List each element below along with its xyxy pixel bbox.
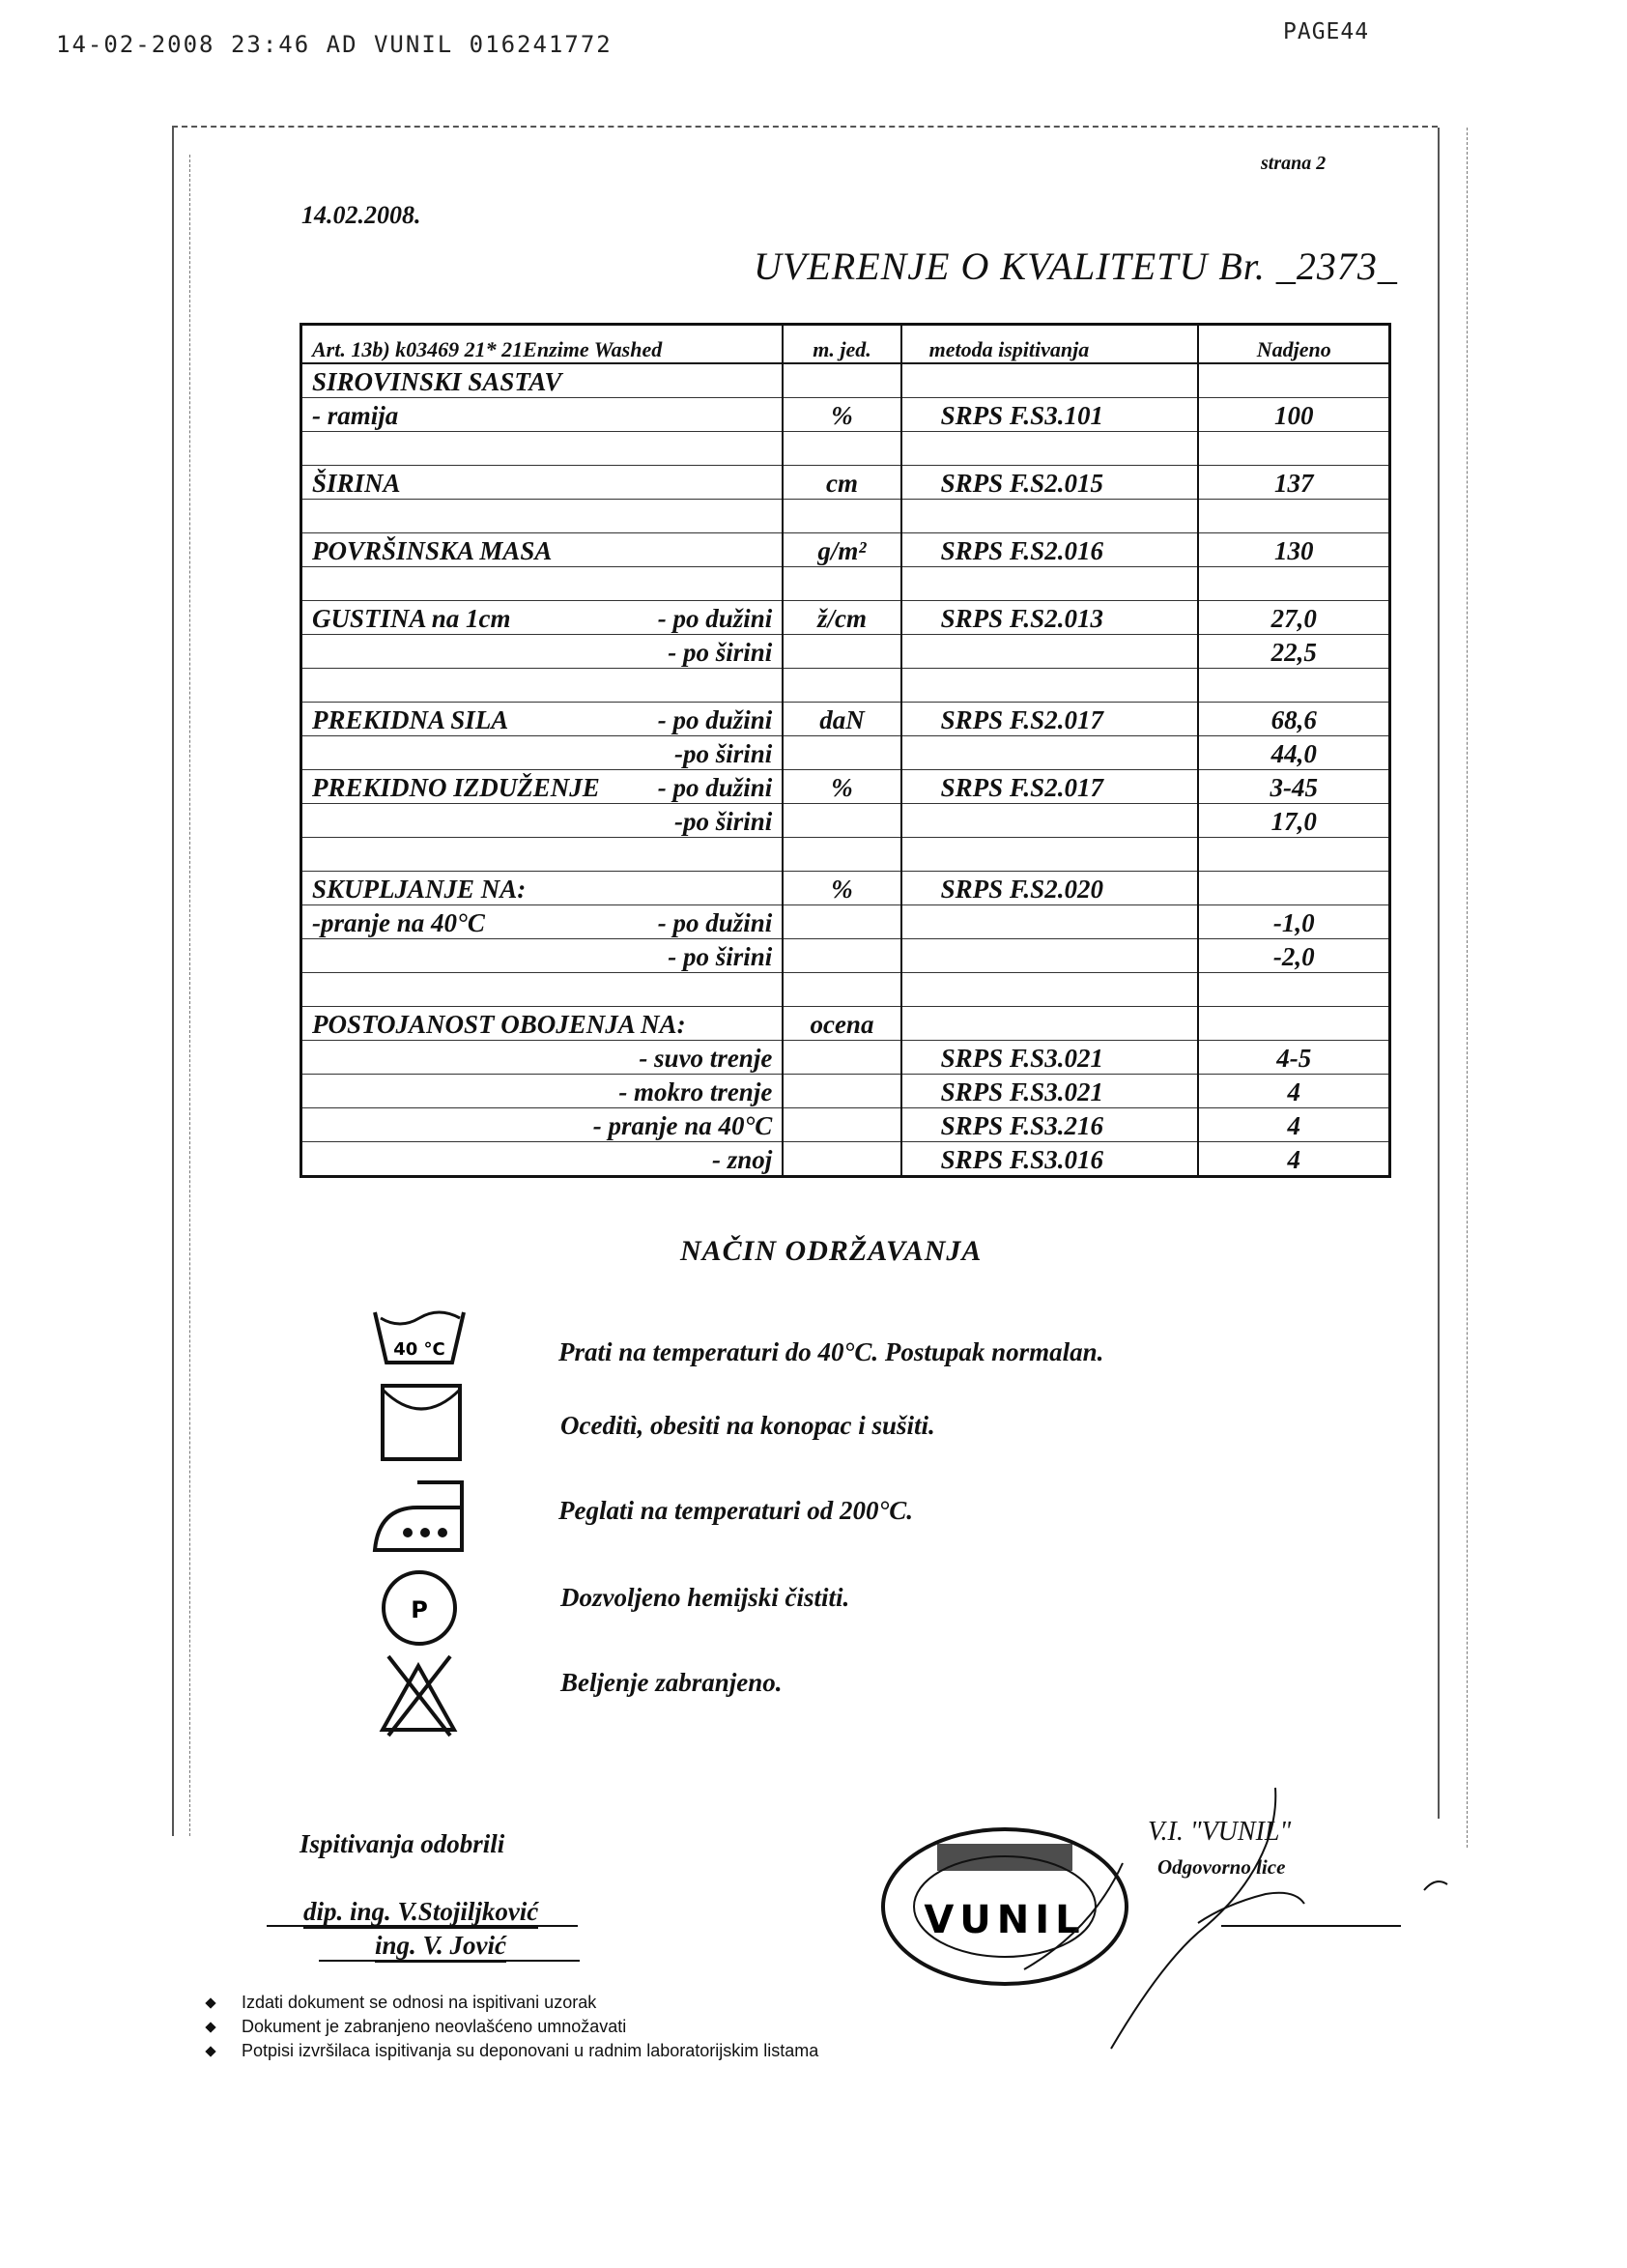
property-cell: [301, 804, 784, 838]
property-cell: [301, 905, 784, 939]
footnote-text: Potpisi izvršilaca ispitivanja su deponovani u radnim laboratorijskim listama: [242, 2041, 819, 2060]
care-text-bleach: Beljenje zabranjeno.: [560, 1668, 783, 1697]
property-cell: [301, 500, 784, 533]
unit-cell: [783, 635, 900, 669]
value-cell: 22,5: [1198, 635, 1389, 669]
table-row: [301, 703, 1390, 736]
unit-cell: [783, 363, 900, 398]
value-cell: 44,0: [1198, 736, 1389, 770]
institute-name: V.I. "VUNIL": [1148, 1817, 1292, 1847]
property-cell: [301, 1075, 784, 1108]
property-sub-label: -po širini: [674, 807, 773, 836]
table-row: [301, 669, 1390, 703]
value-cell: [1198, 363, 1389, 398]
method-cell: SRPS F.S2.016: [901, 533, 1199, 567]
property-cell: [301, 872, 784, 905]
unit-cell: [783, 804, 900, 838]
table-row: [301, 567, 1390, 601]
unit-cell: g/m²: [783, 533, 900, 567]
value-cell: [1198, 973, 1389, 1007]
value-cell: 4-5: [1198, 1041, 1389, 1075]
value-cell: [1198, 1007, 1389, 1041]
property-sub-label: - po širini: [668, 638, 773, 667]
method-cell: [901, 567, 1199, 601]
method-cell: [901, 363, 1199, 398]
footnote-text: Dokument je zabranjeno neovlašćeno umnožavati: [242, 2017, 627, 2036]
unit-cell: ocena: [783, 1007, 900, 1041]
unit-cell: [783, 1075, 900, 1108]
property-cell: [301, 1142, 784, 1177]
footnote-item: [207, 2039, 818, 2063]
property-sub-label: - po dužini: [657, 604, 773, 633]
frame-left-border: [172, 126, 174, 1836]
signature-line-1: [267, 1925, 578, 1927]
table-header-row: [301, 325, 1390, 364]
method-cell: SRPS F.S3.021: [901, 1041, 1199, 1075]
value-cell: 4: [1198, 1142, 1389, 1177]
property-cell: [301, 601, 784, 635]
unit-cell: [783, 736, 900, 770]
property-cell: [301, 939, 784, 973]
table-row: [301, 872, 1390, 905]
table-row: [301, 635, 1390, 669]
bullet-icon: [205, 2047, 215, 2057]
property-cell: [301, 1108, 784, 1142]
value-cell: -2,0: [1198, 939, 1389, 973]
no-bleach-icon: [375, 1651, 462, 1739]
value-cell: [1198, 432, 1389, 466]
table-row: [301, 736, 1390, 770]
method-cell: [901, 432, 1199, 466]
table-row: [301, 1142, 1390, 1177]
header-unit: m. jed.: [783, 325, 900, 364]
property-label: PREKIDNA SILA: [312, 705, 509, 734]
value-cell: [1198, 567, 1389, 601]
care-text-dry: Oceditì, obesiti na konopac i sušiti.: [560, 1411, 935, 1440]
frame-top-border: [172, 126, 1438, 128]
care-text-iron: Peglati na temperaturi od 200°C.: [558, 1496, 914, 1525]
value-cell: 4: [1198, 1075, 1389, 1108]
table-row: [301, 973, 1390, 1007]
property-cell: [301, 770, 784, 804]
unit-cell: [783, 973, 900, 1007]
table-row: [301, 466, 1390, 500]
property-label: - ramija: [312, 401, 399, 430]
method-cell: SRPS F.S2.015: [901, 466, 1199, 500]
method-cell: SRPS F.S2.013: [901, 601, 1199, 635]
value-cell: [1198, 669, 1389, 703]
table-row: [301, 1075, 1390, 1108]
unit-cell: %: [783, 398, 900, 432]
drip-dry-icon: [379, 1382, 466, 1465]
care-title: NAČIN ODRŽAVANJA: [680, 1235, 983, 1267]
table-row: [301, 601, 1390, 635]
wash-40-icon-label: 40 °C: [393, 1339, 445, 1360]
property-cell: [301, 363, 784, 398]
property-cell: [301, 567, 784, 601]
property-label: SIROVINSKI SASTAV: [312, 367, 562, 396]
table-row: [301, 533, 1390, 567]
unit-cell: [783, 669, 900, 703]
property-label: GUSTINA na 1cm: [312, 604, 511, 633]
header-found: Nadjeno: [1198, 325, 1389, 364]
table-row: [301, 398, 1390, 432]
unit-cell: ž/cm: [783, 601, 900, 635]
property-sub-label: - po dužini: [657, 773, 773, 802]
method-cell: SRPS F.S2.017: [901, 703, 1199, 736]
table-row: [301, 500, 1390, 533]
stamp-text: VUNIL: [924, 1898, 1086, 1942]
property-cell: [301, 533, 784, 567]
property-sub-label: -po širini: [674, 739, 773, 768]
bullet-icon: [205, 1998, 215, 2009]
fax-header-left: 14-02-2008 23:46 AD VUNIL 016241772: [56, 31, 613, 58]
method-cell: [901, 736, 1199, 770]
unit-cell: [783, 500, 900, 533]
iron-three-dots-icon: [369, 1475, 468, 1556]
property-cell: [301, 973, 784, 1007]
property-cell: [301, 635, 784, 669]
corner-mark: [1422, 1875, 1451, 1894]
method-cell: [901, 804, 1199, 838]
responsible-person-label: Odgovorno lice: [1157, 1855, 1286, 1879]
method-cell: [901, 500, 1199, 533]
unit-cell: daN: [783, 703, 900, 736]
wash-40-icon: [371, 1305, 468, 1372]
method-cell: SRPS F.S3.021: [901, 1075, 1199, 1108]
unit-cell: [783, 905, 900, 939]
header-method: metoda ispitivanja: [901, 325, 1199, 364]
unit-cell: [783, 939, 900, 973]
property-label: -pranje na 40°C: [312, 908, 485, 937]
document-date: 14.02.2008.: [301, 201, 421, 229]
property-sub-label: - po dužini: [657, 705, 773, 734]
handwritten-signature: [1053, 1778, 1362, 2068]
property-label: ŠIRINA: [312, 469, 401, 498]
method-cell: [901, 838, 1199, 872]
table-row: [301, 1007, 1390, 1041]
property-cell: [301, 736, 784, 770]
property-label: PREKIDNO IZDUŽENJE: [312, 773, 600, 802]
table-row: [301, 770, 1390, 804]
certificate-title: UVERENJE O KVALITETU Br. _2373_: [754, 244, 1398, 288]
value-cell: 17,0: [1198, 804, 1389, 838]
dry-clean-p-icon-label: P: [411, 1596, 428, 1623]
property-cell: [301, 466, 784, 500]
method-cell: SRPS F.S3.101: [901, 398, 1199, 432]
property-label: SKUPLJANJE NA:: [312, 875, 527, 904]
header-article: Art. 13b) k03469 21* 21Enzime Washed: [301, 325, 784, 364]
footnote-item: [207, 2015, 818, 2039]
property-cell: [301, 838, 784, 872]
care-text-wash: Prati na temperaturi do 40°C. Postupak normalan.: [558, 1337, 1104, 1366]
method-cell: SRPS F.S2.017: [901, 770, 1199, 804]
method-cell: [901, 635, 1199, 669]
value-cell: 68,6: [1198, 703, 1389, 736]
value-cell: 100: [1198, 398, 1389, 432]
table-row: [301, 838, 1390, 872]
signature-line-2: [319, 1960, 580, 1962]
value-cell: 3-45: [1198, 770, 1389, 804]
value-cell: 137: [1198, 466, 1389, 500]
page-label: strana 2: [1261, 153, 1327, 174]
signatory-1: dip. ing. V.Stojiljković: [303, 1897, 538, 1929]
method-cell: [901, 669, 1199, 703]
unit-cell: [783, 1108, 900, 1142]
footnotes: [207, 1991, 818, 2063]
unit-cell: [783, 838, 900, 872]
care-text-dryclean: Dozvoljeno hemijski čistiti.: [560, 1583, 850, 1612]
dry-clean-p-icon: [377, 1567, 464, 1649]
property-sub-label: - po širini: [668, 942, 773, 971]
table-row: [301, 905, 1390, 939]
table-row: [301, 939, 1390, 973]
footnote-item: [207, 1991, 818, 2015]
table-row: [301, 1108, 1390, 1142]
property-cell: [301, 1007, 784, 1041]
specification-table: [300, 323, 1391, 1178]
property-cell: [301, 432, 784, 466]
unit-cell: %: [783, 872, 900, 905]
value-cell: 27,0: [1198, 601, 1389, 635]
property-cell: [301, 1041, 784, 1075]
property-sub-label: - mokro trenje: [618, 1077, 773, 1106]
frame-left-inner-border: [189, 155, 190, 1836]
property-sub-label: - suvo trenje: [639, 1044, 773, 1073]
property-label: POSTOJANOST OBOJENJA NA:: [312, 1010, 686, 1039]
frame-right-border: [1438, 128, 1440, 1819]
fax-header-right: PAGE44: [1283, 19, 1370, 44]
value-cell: 4: [1198, 1108, 1389, 1142]
value-cell: [1198, 500, 1389, 533]
table-row: [301, 432, 1390, 466]
property-cell: [301, 669, 784, 703]
footnote-text: Izdati dokument se odnosi na ispitivani uzorak: [242, 1993, 597, 2012]
frame-right-outer-border: [1467, 128, 1468, 1848]
unit-cell: [783, 1041, 900, 1075]
method-cell: SRPS F.S3.016: [901, 1142, 1199, 1177]
table-row: [301, 1041, 1390, 1075]
method-cell: SRPS F.S2.020: [901, 872, 1199, 905]
signatory-2: ing. V. Jović: [375, 1931, 506, 1963]
property-cell: [301, 703, 784, 736]
property-label: POVRŠINSKA MASA: [312, 536, 553, 565]
table-row: [301, 363, 1390, 398]
unit-cell: [783, 1142, 900, 1177]
method-cell: [901, 973, 1199, 1007]
care-symbols: [371, 1305, 468, 1788]
method-cell: [901, 905, 1199, 939]
unit-cell: cm: [783, 466, 900, 500]
bullet-icon: [205, 2023, 215, 2033]
method-cell: [901, 1007, 1199, 1041]
value-cell: [1198, 838, 1389, 872]
approved-by-label: Ispitivanja odobrili: [300, 1829, 505, 1858]
property-cell: [301, 398, 784, 432]
value-cell: [1198, 872, 1389, 905]
unit-cell: [783, 567, 900, 601]
property-sub-label: - pranje na 40°C: [592, 1111, 773, 1140]
method-cell: SRPS F.S3.216: [901, 1108, 1199, 1142]
unit-cell: [783, 432, 900, 466]
value-cell: -1,0: [1198, 905, 1389, 939]
property-sub-label: - znoj: [712, 1145, 773, 1174]
method-cell: [901, 939, 1199, 973]
table-row: [301, 804, 1390, 838]
property-sub-label: - po dužini: [657, 908, 773, 937]
value-cell: 130: [1198, 533, 1389, 567]
unit-cell: %: [783, 770, 900, 804]
